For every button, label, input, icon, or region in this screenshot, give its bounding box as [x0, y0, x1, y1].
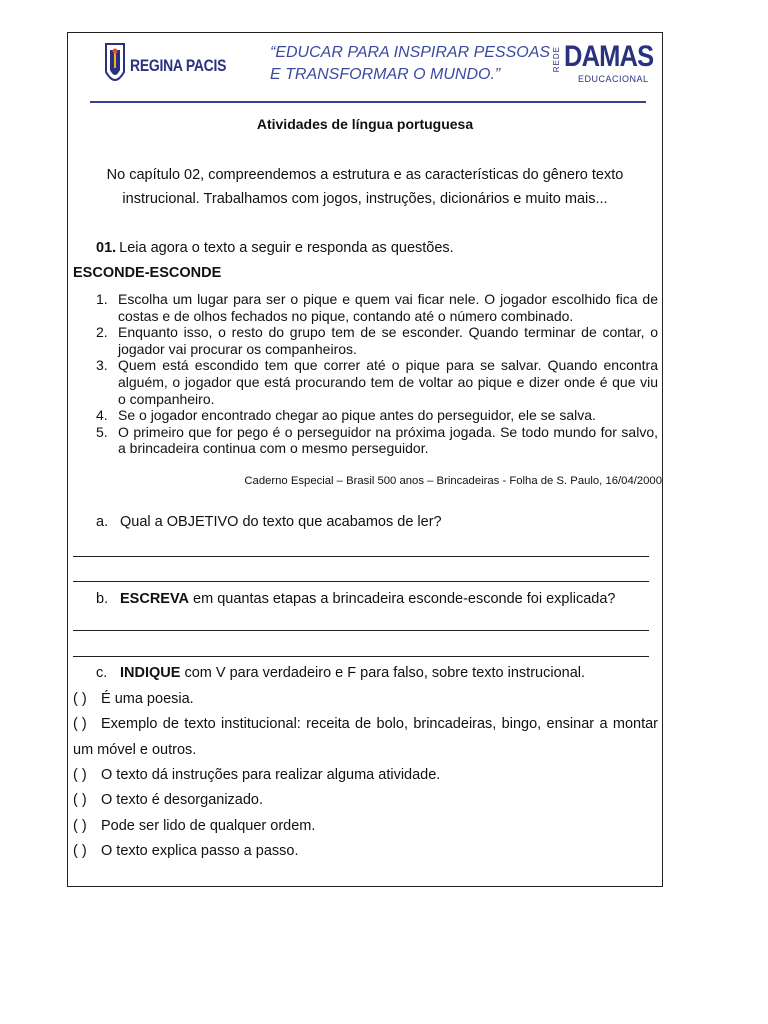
- step-text: Escolha um lugar para ser o pique e quem vai ficar nele. O jogador escolhido fica de costas e de olhos fechados no pique, contando até o número combinado.: [118, 291, 658, 324]
- tf-statement: O texto dá instruções para realizar alguma atividade.: [101, 767, 441, 783]
- tf-statement: Pode ser lido de qualquer ordem.: [101, 818, 316, 834]
- motto-line-1: “EDUCAR PARA INSPIRAR PESSOAS: [270, 44, 551, 61]
- question-a-text: Qual a OBJETIVO do texto que acabamos de ler?: [120, 514, 442, 530]
- answer-line-a1[interactable]: [73, 556, 649, 557]
- tf-statement: O texto explica passo a passo.: [101, 843, 299, 859]
- step-text: Se o jogador encontrado chegar ao pique antes do perseguidor, ele se salva.: [118, 407, 596, 424]
- tf-statement: O texto é desorganizado.: [101, 792, 264, 808]
- step-number: 1.: [96, 291, 108, 307]
- tf-item: [73, 839, 658, 865]
- question-c-text: com V para verdadeiro e F para falso, sobre texto instrucional.: [180, 665, 586, 681]
- tf-item: [73, 763, 658, 789]
- network-prefix: REDE: [552, 46, 561, 73]
- motto-line-2: E TRANSFORMAR O MUNDO.”: [270, 66, 501, 83]
- question-c-keyword: INDIQUE: [120, 665, 181, 681]
- step-number: 4.: [96, 407, 108, 424]
- tf-item: [73, 712, 658, 763]
- rede-damas-logo: [552, 40, 654, 92]
- question-01: [96, 240, 454, 256]
- list-item: [92, 424, 658, 457]
- step-number: 3.: [96, 357, 108, 374]
- tf-answer-box[interactable]: ( ): [73, 767, 87, 783]
- step-text: Quem está escondido tem que correr até o pique para se salvar. Quando encontra alguém, o jogador que está procurando tem de voltar ao pique e dizer onde é que viu o companheiro.: [118, 357, 658, 407]
- tf-statement: Exemplo de texto institucional: receita de bolo, brincadeiras, bingo, ensinar a montar um móvel e outros.: [73, 716, 658, 758]
- tf-item: [73, 788, 658, 814]
- tf-item: [73, 814, 658, 840]
- intro-paragraph: No capítulo 02, compreendemos a estrutura e as características do gênero texto instrucional. Trabalhamos com jogos, instruções, dicionários e muito mais...: [106, 167, 624, 207]
- answer-line-b1[interactable]: [73, 630, 649, 631]
- tf-answer-box[interactable]: ( ): [73, 843, 87, 859]
- network-name: DAMAS: [564, 40, 654, 73]
- steps-list: [92, 291, 658, 457]
- network-sub: EDUCACIONAL: [578, 74, 649, 84]
- tf-answer-box[interactable]: ( ): [73, 792, 87, 808]
- answer-line-a2[interactable]: [73, 581, 649, 582]
- question-01-number: 01.: [96, 240, 117, 256]
- list-item: [92, 357, 658, 407]
- school-motto: [270, 42, 551, 86]
- question-c-label: c.: [96, 665, 108, 681]
- step-text: Enquanto isso, o resto do grupo tem de se esconder. Quando terminar de contar, o jogador vai procurar os companheiros.: [118, 324, 658, 357]
- tf-answer-box[interactable]: ( ): [73, 691, 87, 707]
- question-b-keyword: ESCREVA: [120, 591, 190, 607]
- question-b-label: b.: [96, 591, 109, 607]
- list-item: [92, 407, 658, 424]
- tf-item: [73, 687, 658, 713]
- question-b-text: em quantas etapas a brincadeira esconde-esconde foi explicada?: [189, 591, 616, 607]
- tf-answer-box[interactable]: ( ): [73, 716, 87, 732]
- header-divider: [90, 101, 646, 103]
- question-a-label: a.: [96, 514, 109, 530]
- step-number: 5.: [96, 423, 108, 440]
- list-item: [92, 324, 658, 357]
- step-number: 2.: [96, 324, 108, 341]
- list-item: [92, 291, 658, 324]
- shield-icon: [104, 42, 126, 88]
- question-c: [96, 665, 585, 681]
- page-title: Atividades de língua portuguesa: [256, 116, 474, 132]
- school-name: REGINA PACIS: [130, 56, 227, 75]
- text-source: Caderno Especial – Brasil 500 anos – Brincadeiras - Folha de S. Paulo, 16/04/2000: [244, 475, 662, 487]
- answer-line-b2[interactable]: [73, 656, 649, 657]
- tf-answer-box[interactable]: ( ): [73, 818, 87, 834]
- question-b: [96, 591, 615, 607]
- tf-statement: É uma poesia.: [101, 691, 194, 707]
- text-title: ESCONDE-ESCONDE: [73, 265, 222, 281]
- question-01-text: Leia agora o texto a seguir e responda as questões.: [119, 240, 454, 256]
- regina-pacis-logo: [100, 40, 227, 92]
- step-text: O primeiro que for pego é o perseguidor na próxima jogada. Se todo mundo for salvo, a brincadeira continua com o mesmo perseguidor.: [118, 423, 658, 457]
- question-a: [96, 514, 442, 530]
